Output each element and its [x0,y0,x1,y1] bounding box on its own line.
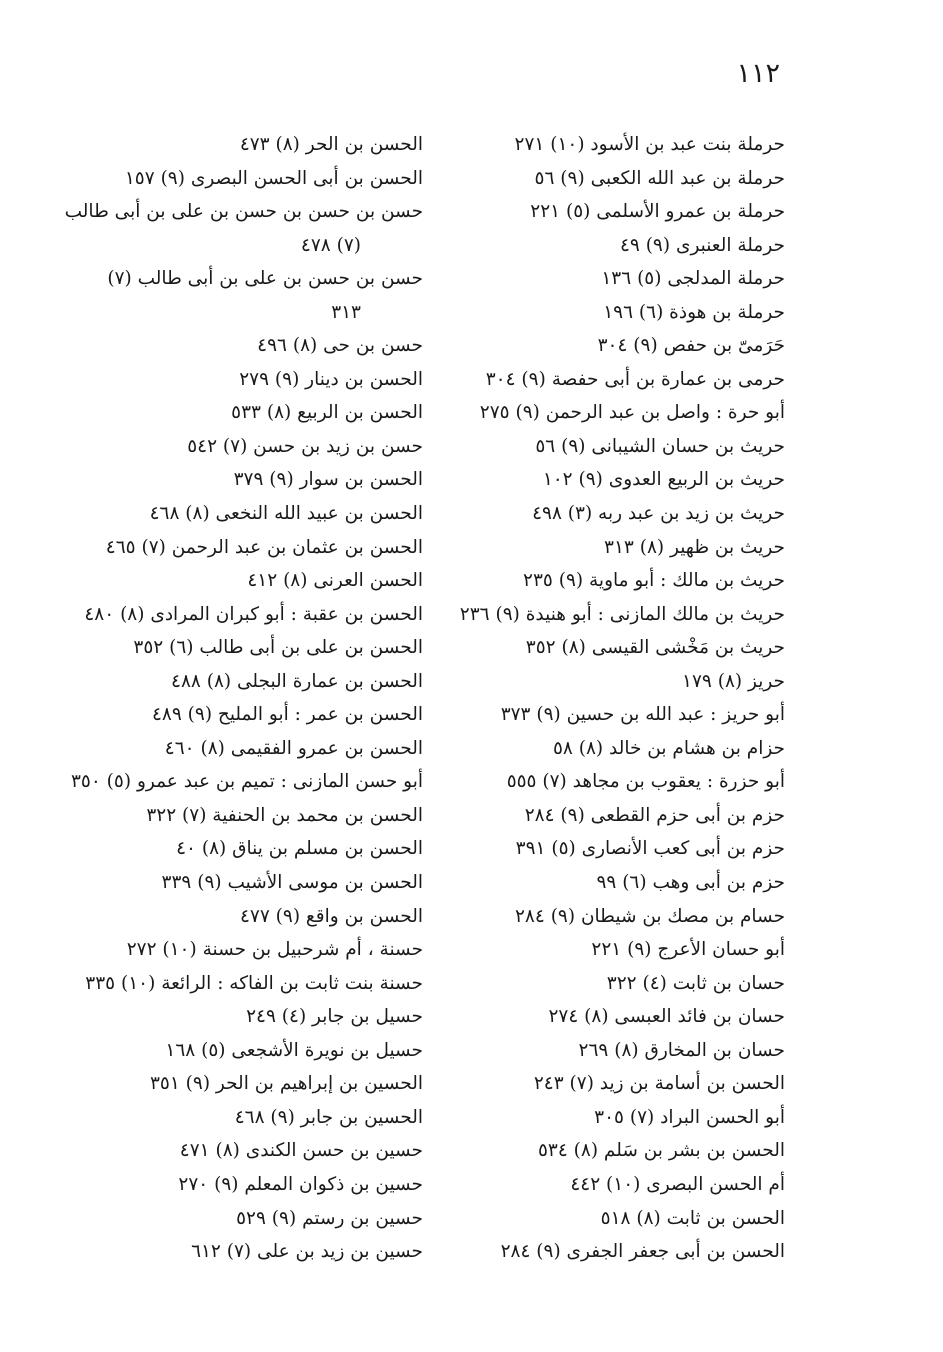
index-entry: الحسن بن عقبة : أبو كبران المرادى (٨) ٤٨٠ [84,603,423,625]
index-entry: الحسن بن أسامة بن زيد (٧) ٢٤٣ [533,1073,785,1095]
index-entry: حسان بن المخارق (٨) ٢٦٩ [578,1039,785,1061]
index-entry: الحسين بن جابر (٩) ٤٦٨ [234,1106,423,1128]
index-entry: حزم بن أبى كعب الأنصارى (٥) ٣٩١ [515,838,785,860]
index-entry: حرمى بن عمارة بن أبى حفصة (٩) ٣٠٤ [485,368,785,390]
index-entry: حريث بن مالك المازنى : أبو هنيدة (٩) ٢٣٦ [459,603,785,625]
index-column-right [445,128,785,1269]
index-entry: الحسن بن موسى الأشيب (٩) ٣٣٩ [161,872,423,894]
index-entry: حريث بن زيد بن عبد ربه (٣) ٤٩٨ [532,503,785,525]
index-entry: حسيل بن جابر (٤) ٢٤٩ [246,1006,423,1028]
index-entry: أبو حزرة : يعقوب بن مجاهد (٧) ٥٥٥ [506,771,785,793]
index-entry: الحسن بن عبيد الله النخعى (٨) ٤٦٨ [149,503,423,525]
index-entry: حريث بن ظهير (٨) ٣١٣ [604,536,785,558]
index-entry: أبو حرة : واصل بن عبد الرحمن (٩) ٢٧٥ [479,402,785,424]
index-entry: حسام بن مصك بن شيطان (٩) ٢٨٤ [515,905,785,927]
index-entry: الحسن بن عمر : أبو المليح (٩) ٤٨٩ [151,704,423,726]
index-entry-continuation: ٣١٣ [331,301,361,323]
index-entry: الحسن بن واقع (٩) ٤٧٧ [239,905,423,927]
index-entry: الحسن بن بشر بن سَلم (٨) ٥٣٤ [537,1140,785,1162]
index-entry: حريث بن مالك : أبو ماوية (٩) ٢٣٥ [523,570,785,592]
index-entry: حسن بن حسن بن حسن بن على بن أبى طالب [64,201,423,223]
index-entry: حرملة بن عمرو الأسلمى (٥) ٢٢١ [530,201,785,223]
index-entry: الحسن بن على بن أبى طالب (٦) ٣٥٢ [133,637,423,659]
index-entry: الحسن بن عمرو الفقيمى (٨) ٤٦٠ [164,737,423,759]
index-entry: أم الحسن البصرى (١٠) ٤٤٢ [570,1173,785,1195]
index-entry: الحسن بن الحر (٨) ٤٧٣ [239,134,423,155]
index-entry: حَرَمىّ بن حفص (٩) ٣٠٤ [597,335,785,357]
index-entry: حسنة بنت ثابت بن الفاكه : الرائعة (١٠) ٣٣٥ [85,972,423,994]
index-column-left [13,128,423,1269]
index-entry: الحسن بن الربيع (٨) ٥٣٣ [231,402,423,424]
index-entry: الحسن بن أبى جعفر الجفرى (٩) ٢٨٤ [500,1241,785,1263]
index-entry: حسنة ، أم شرحبيل بن حسنة (١٠) ٢٧٢ [126,939,423,961]
index-entry: الحسن بن محمد بن الحنفية (٧) ٣٢٢ [146,804,423,826]
index-entry: حزام بن هشام بن خالد (٨) ٥٨ [552,737,785,759]
index-entry: حزم بن أبى حزم القطعى (٩) ٢٨٤ [524,804,785,826]
index-entry: الحسن بن عمارة البجلى (٨) ٤٨٨ [171,670,423,692]
index-entry: حسن بن زيد بن حسن (٧) ٥٤٢ [187,435,423,457]
index-entry: حسين بن حسن الكندى (٨) ٤٧١ [179,1140,423,1162]
index-entry: حريز (٨) ١٧٩ [682,670,785,692]
index-entry: الحسن العرنى (٨) ٤١٢ [247,570,423,592]
index-entry: حسين بن زيد بن على (٧) ٦١٢ [191,1241,423,1263]
index-entry: أبو حسان الأعرج (٩) ٢٢١ [591,939,785,961]
index-entry: أبو الحسن البراد (٧) ٣٠٥ [594,1106,785,1128]
index-entry: حسن بن حسن بن على بن أبى طالب (٧) [107,268,423,290]
index-entry: الحسن بن عثمان بن عبد الرحمن (٧) ٤٦٥ [105,536,423,558]
index-entry: حسان بن ثابت (٤) ٣٢٢ [606,972,785,994]
index-entry: الحسين بن إبراهيم بن الحر (٩) ٣٥١ [149,1073,423,1095]
index-entry: الحسن بن ثابت (٨) ٥١٨ [600,1207,785,1229]
index-entry: حسان بن فائد العبسى (٨) ٢٧٤ [548,1006,785,1028]
index-entry: حسيل بن نويرة الأشجعى (٥) ١٦٨ [165,1039,423,1061]
index-entry: أبو حسن المازنى : تميم بن عبد عمرو (٥) ٣٥٠ [70,771,423,793]
index-entry-continuation: (٧) ٤٧٨ [300,234,361,256]
index-entry: حريث بن الربيع العدوى (٩) ١٠٢ [542,469,785,491]
index-entry: الحسن بن مسلم بن يناق (٨) ٤٠ [176,838,423,860]
index-entry: حريث بن مَخْشى القيسى (٨) ٣٥٢ [525,637,785,659]
index-entry: الحسن بن أبى الحسن البصرى (٩) ١٥٧ [124,167,423,189]
index-entry: حرملة بنت عبد بن الأسود (١٠) ٢٧١ [514,134,785,155]
index-entry: حرملة بن عبد الله الكعبى (٩) ٥٦ [534,167,785,189]
index-entry: حرملة بن هوذة (٦) ١٩٦ [603,301,785,323]
index-entry: أبو حريز : عبد الله بن حسين (٩) ٣٧٣ [500,704,785,726]
index-entry: حريث بن حسان الشيبانى (٩) ٥٦ [535,435,785,457]
page-number: ١١٢ [736,58,780,89]
index-entry: حرملة العنبرى (٩) ٤٩ [619,234,785,256]
index-entry: الحسن بن سوار (٩) ٣٧٩ [233,469,423,491]
index-entry: حسن بن حى (٨) ٤٩٦ [257,335,423,357]
index-entry: حسين بن ذكوان المعلم (٩) ٢٧٠ [178,1173,423,1195]
index-entry: حزم بن أبى وهب (٦) ٩٩ [596,872,785,894]
index-entry: حرملة المدلجى (٥) ١٣٦ [601,268,785,290]
index-entry: الحسن بن دينار (٩) ٢٧٩ [239,368,423,390]
index-entry: حسين بن رستم (٩) ٥٢٩ [236,1207,423,1229]
